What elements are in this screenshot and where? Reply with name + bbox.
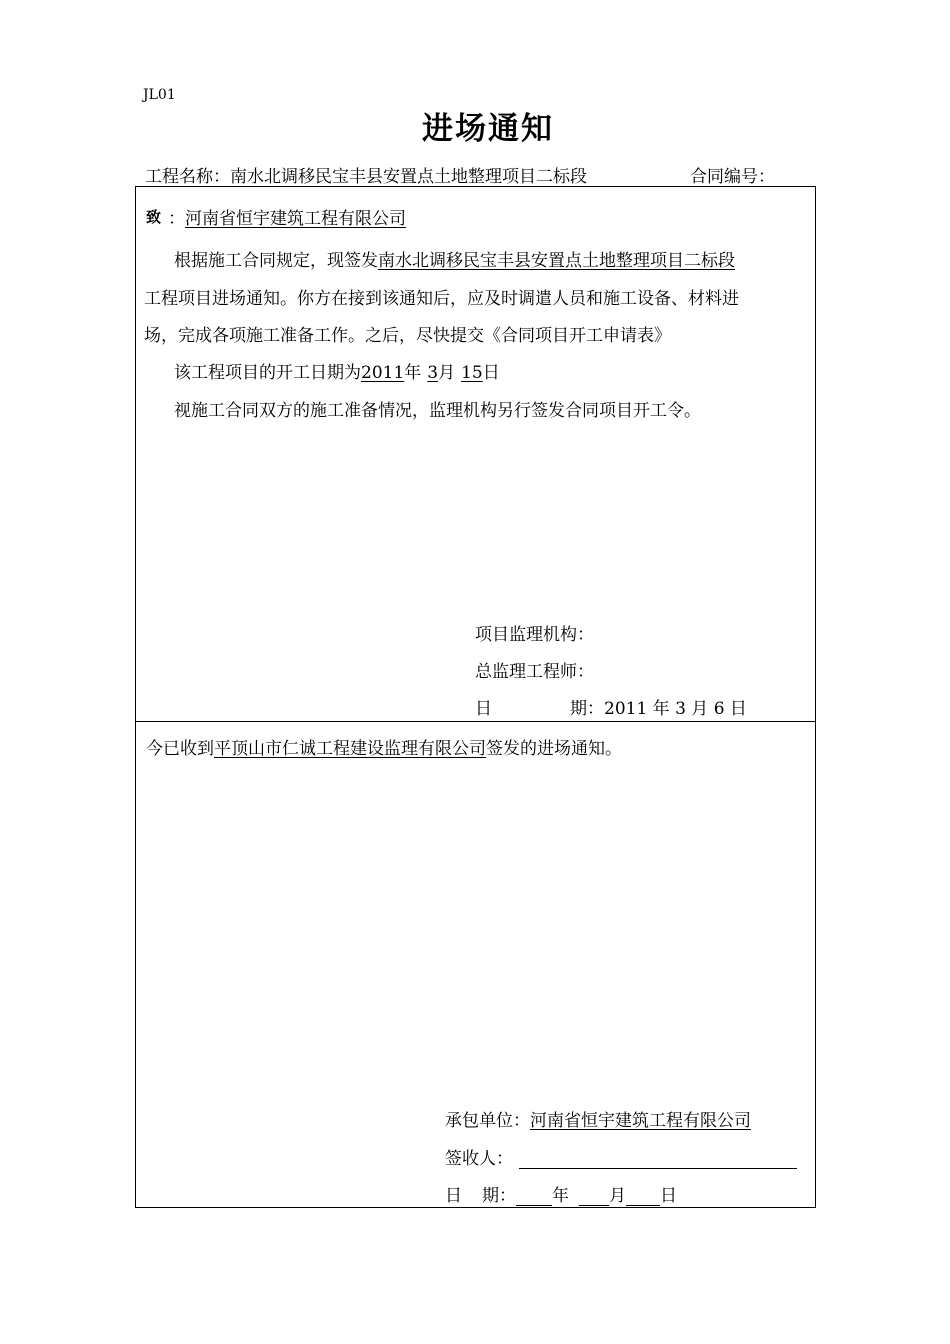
start-date-label: 该工程项目的开工日期为: [174, 363, 361, 383]
to-row: [168, 204, 406, 229]
project-label: 工程名称：: [145, 167, 230, 187]
to-company: 河南省恒宇建筑工程有限公司: [185, 209, 406, 229]
receipt-date-label-ri: 日: [445, 1186, 462, 1206]
notice-date-label-ri: 日: [475, 699, 492, 719]
notice-date-value: 2011 年 3 月 6 日: [604, 699, 747, 719]
supervisor-org-label: 项目监理机构：: [475, 625, 594, 645]
notice-paragraph-3: 视施工合同双方的施工准备情况，监理机构另行签发合同项目开工令。: [174, 401, 701, 421]
start-day: 15: [461, 363, 483, 383]
supervisor-company: 平顶山市仁诚工程建设监理有限公司: [214, 739, 486, 759]
day-char: 日: [482, 363, 500, 383]
project-name-row: [145, 162, 587, 187]
receipt-month-char: 月: [609, 1186, 626, 1206]
year-char: 年: [404, 363, 422, 383]
start-month: 3: [427, 363, 439, 383]
page-title: 进场通知: [422, 111, 554, 147]
receipt-year-blank[interactable]: [516, 1187, 552, 1206]
receipt-day-blank[interactable]: [626, 1187, 660, 1206]
section-divider: [136, 721, 815, 722]
start-year: 2011: [361, 363, 405, 383]
receipt-prefix: 今已收到: [146, 739, 214, 759]
receipt-statement: [146, 734, 622, 759]
to-colon: ：: [168, 209, 185, 229]
to-label: 致: [146, 208, 162, 226]
project-name: 南水北调移民宝丰县安置点土地整理项目二标段: [230, 167, 587, 187]
para1-project: 南水北调移民宝丰县安置点土地整理项目二标段: [378, 251, 735, 271]
form-code: JL01: [143, 87, 176, 103]
contractor-name: 河南省恒宇建筑工程有限公司: [530, 1111, 751, 1131]
notice-date-label-qi: 期：: [570, 699, 604, 719]
month-char: 月: [438, 363, 456, 383]
notice-paragraph-line3: 场，完成各项施工准备工作。之后，尽快提交《合同项目开工申请表》: [144, 326, 671, 346]
receipt-date-row: [445, 1181, 677, 1206]
contract-number-label: 合同编号：: [690, 167, 775, 187]
receipt-year-char: 年: [552, 1186, 569, 1206]
receipt-month-blank[interactable]: [579, 1187, 609, 1206]
contractor-label: 承包单位：: [445, 1111, 530, 1131]
receipt-date-label-qi: 期：: [482, 1186, 516, 1206]
chief-engineer-label: 总监理工程师：: [475, 662, 594, 682]
notice-date-row: [570, 694, 747, 719]
receipt-suffix: 签发的进场通知。: [486, 739, 622, 759]
notice-form-box: [135, 186, 816, 1208]
contractor-row: [445, 1106, 751, 1131]
para1-prefix: 根据施工合同规定，现签发: [174, 251, 378, 271]
notice-paragraph-line1: [174, 246, 735, 271]
signer-blank[interactable]: [519, 1150, 797, 1169]
receipt-day-char: 日: [660, 1186, 677, 1206]
start-date-row: [174, 358, 500, 383]
notice-paragraph-line2: 工程项目进场通知。你方在接到该通知后，应及时调遣人员和施工设备、材料进: [144, 289, 739, 309]
signer-row: [445, 1144, 797, 1169]
signer-label: 签收人：: [445, 1149, 513, 1169]
